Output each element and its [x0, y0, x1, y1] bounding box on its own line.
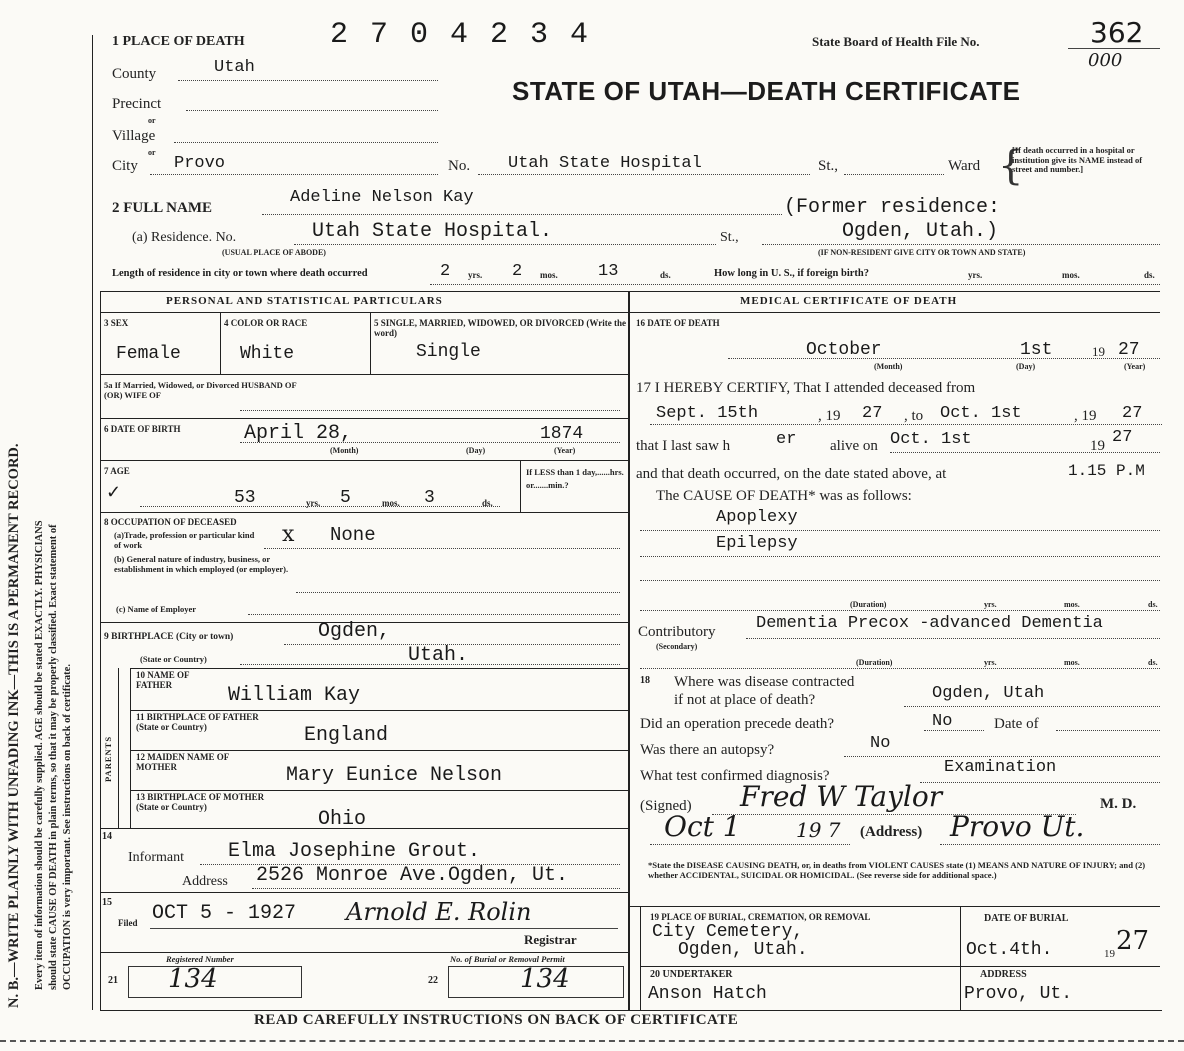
occupation-value: None	[330, 524, 376, 546]
attended-from-year: 27	[862, 404, 883, 423]
undertaker-address: Provo, Ut.	[964, 984, 1073, 1004]
length-yrs: 2	[440, 262, 451, 281]
burial-place-2: Ogden, Utah.	[678, 940, 808, 960]
employer-label: (c) Name of Employer	[116, 604, 197, 614]
attended-to-year: 27	[1122, 404, 1143, 423]
county-value: Utah	[214, 58, 255, 77]
autopsy-label: Was there an autopsy?	[640, 742, 775, 758]
md-label: M. D.	[1100, 796, 1137, 812]
informant-label: Informant	[128, 850, 184, 865]
autopsy-answer: No	[870, 734, 891, 753]
age-days: 3	[424, 488, 435, 508]
nonresident-note: (IF NON-RESIDENT GIVE CITY OR TOWN AND STATE)	[818, 248, 1026, 257]
age-check-mark: ✓	[106, 482, 122, 503]
city-label: City	[112, 158, 138, 174]
center-divider	[628, 291, 630, 1011]
length-of-residence-label: Length of residence in city or town where death occurred	[112, 268, 368, 279]
precinct-label: Precinct	[112, 96, 162, 112]
father-birthplace-label: 11 BIRTHPLACE OF FATHER (State or Country)	[136, 712, 259, 732]
section-divider-top	[100, 291, 1160, 292]
operation-answer: No	[932, 712, 953, 731]
occupation-b-label: (b) General nature of industry, business, or establishment in which employed (or employer).	[114, 554, 289, 574]
spouse-label: 5a If Married, Widowed, or Divorced HUSBAND OF (OR) WIFE OF	[104, 380, 297, 400]
age-label: 7 AGE	[104, 466, 130, 476]
length-ds: 13	[598, 262, 619, 281]
informant-name: Elma Josephine Grout.	[228, 840, 481, 863]
file-number: 362	[1090, 16, 1144, 49]
street-no-label: No.	[448, 158, 471, 174]
marital-value: Single	[416, 342, 481, 362]
certify-label: 17 I HEREBY CERTIFY, That I attended deceased from	[636, 380, 976, 396]
last-saw-pronoun: er	[776, 430, 797, 449]
bottom-frame-line	[100, 1010, 1162, 1011]
last-saw-label: that I last saw h	[636, 438, 731, 454]
contributory-cause: Dementia Precox -advanced Dementia	[756, 614, 1103, 633]
occupation-a-label: (a)Trade, profession or particular kind of work	[114, 530, 255, 550]
left-table-line	[100, 291, 101, 1011]
margin-note-line2: Every item of information should be carefully supplied. AGE should be stated EXACTLY. PHYSICIANS	[34, 520, 45, 990]
margin-note-permanent-record: N. B.—WRITE PLAINLY WITH UNFADING INK—THIS IS A PERMANENT RECORD.	[6, 443, 22, 1008]
full-name-label: 2 FULL NAME	[112, 200, 213, 216]
former-residence: (Former residence:	[784, 196, 1001, 219]
medical-section-title: MEDICAL CERTIFICATE OF DEATH	[740, 295, 958, 307]
color-label: 4 COLOR OR RACE	[224, 318, 308, 328]
footer-instructions: READ CAREFULLY INSTRUCTIONS ON BACK OF CERTIFICATE	[254, 1012, 739, 1028]
dob-label: 6 DATE OF BIRTH	[104, 424, 181, 434]
certificate-title: STATE OF UTAH—DEATH CERTIFICATE	[512, 76, 1021, 106]
city-value: Provo	[174, 154, 226, 173]
death-occurred-label: and that death occurred, on the date stated above, at	[636, 466, 947, 482]
occupation-mark: x	[282, 522, 295, 547]
attended-to: Oct. 1st	[940, 404, 1022, 423]
file-no-label: State Board of Health File No.	[812, 34, 980, 49]
color-value: White	[240, 344, 295, 364]
signed-label: (Signed)	[640, 798, 692, 814]
signature-year: 19 7	[796, 818, 841, 842]
state-or-country-label: (State or Country)	[140, 654, 207, 664]
cause-of-death-1: Apoplexy	[716, 508, 798, 527]
sex-label: 3 SEX	[104, 318, 129, 328]
occupation-label: 8 OCCUPATION OF DECEASED	[104, 517, 237, 527]
village-label: Village	[112, 128, 156, 144]
burial-place-1: City Cemetery,	[652, 922, 804, 942]
burial-place-label: 19 PLACE OF BURIAL, CREMATION, OR REMOVAL	[650, 912, 871, 922]
cause-of-death-2: Epilepsy	[716, 534, 798, 553]
residence-city: Ogden, Utah.)	[842, 220, 999, 243]
sex-value: Female	[116, 344, 181, 364]
contracted-label: Where was disease contracted	[674, 674, 855, 690]
margin-note-line4: OCCUPATION is very important. See instructions on back of certificate.	[62, 664, 73, 990]
street-label: St.,	[818, 158, 839, 174]
undertaker-address-label: ADDRESS	[980, 969, 1027, 980]
undertaker-name: Anson Hatch	[648, 984, 767, 1004]
registrar-signature: Arnold E. Rolin	[346, 898, 532, 926]
test-label: What test confirmed diagnosis?	[640, 768, 830, 784]
contracted-place: Ogden, Utah	[932, 684, 1045, 703]
mother-birthplace-label: 13 BIRTHPLACE OF MOTHER (State or Country)	[136, 792, 265, 812]
parents-label: PARENTS	[103, 735, 113, 782]
operation-label: Did an operation precede death?	[640, 716, 835, 732]
contributory-label: Contributory	[638, 624, 716, 640]
test-answer: Examination	[944, 758, 1057, 777]
date-of-death-label: 16 DATE OF DEATH	[636, 318, 720, 328]
ward-note: [If death occurred in a hospital or institution give its NAME instead of street and number.]	[1012, 145, 1143, 174]
father-birthplace: England	[304, 724, 389, 747]
informant-address: 2526 Monroe Ave.Ogden, Ut.	[256, 864, 569, 887]
full-name-value: Adeline Nelson Kay	[290, 188, 474, 207]
time-of-death: 1.15 P.M	[1068, 462, 1145, 480]
registered-number: 134	[168, 964, 218, 994]
mother-name: Mary Eunice Nelson	[286, 764, 503, 787]
how-long-in-us-label: How long in U. S., if foreign birth?	[714, 268, 869, 279]
street-no-value: Utah State Hospital	[508, 154, 702, 173]
cause-footnote: *State the DISEASE CAUSING DEATH, or, in deaths from VIOLENT CAUSES state (1) MEANS AND NATURE OF INJURY; and (2) whether ACCIDENTAL, SUICIDAL OR HOMICIDAL. (See reverse side for additional space.)	[648, 860, 1146, 880]
place-of-death-label: 1 PLACE OF DEATH	[112, 34, 245, 49]
residence-st-label: St.,	[720, 230, 739, 245]
personal-section-title: PERSONAL AND STATISTICAL PARTICULARS	[166, 295, 443, 307]
alive-on-year: 27	[1112, 428, 1133, 447]
registered-number-label: Registered Number	[166, 954, 234, 964]
serial-number: 2 7 0 4 2 3 4	[330, 18, 591, 52]
alive-on-date: Oct. 1st	[890, 430, 972, 449]
length-mos: 2	[512, 262, 523, 281]
burial-permit-label: No. of Burial or Removal Permit	[450, 954, 565, 964]
informant-address-label: Address	[182, 874, 228, 889]
ward-label: Ward	[948, 158, 981, 174]
death-year: 27	[1118, 340, 1140, 360]
undertaker-label: 20 UNDERTAKER	[650, 969, 733, 980]
dob-year: 1874	[540, 424, 584, 444]
signature-date: Oct 1	[664, 810, 741, 843]
age-months: 5	[340, 488, 351, 508]
burial-date-label: DATE OF BURIAL	[984, 913, 1069, 924]
usual-place-note: (USUAL PLACE OF ABODE)	[222, 248, 326, 257]
death-day: 1st	[1020, 340, 1053, 360]
dob-month-day: April 28,	[244, 422, 353, 445]
age-years: 53	[234, 488, 256, 508]
death-month: October	[806, 340, 882, 360]
attended-from: Sept. 15th	[656, 404, 759, 423]
margin-note-line3: should state CAUSE OF DEATH in plain terms, so that it may be properly classified. Exact statement of	[48, 524, 59, 990]
marital-label: 5 SINGLE, MARRIED, WIDOWED, OR DIVORCED (Write the word)	[374, 318, 626, 338]
residence-value: Utah State Hospital.	[312, 220, 553, 243]
burial-year: 27	[1116, 926, 1150, 956]
registrar-label: Registrar	[524, 932, 577, 947]
less-than-day-label: If LESS than 1 day,......hrs. or.......min.?	[526, 467, 624, 490]
cause-of-death-label: The CAUSE OF DEATH* was as follows:	[656, 488, 912, 504]
physician-signature: Fred W Taylor	[740, 780, 943, 813]
mother-birthplace: Ohio	[318, 808, 367, 831]
filed-label: Filed	[118, 918, 138, 928]
left-frame-line	[92, 35, 93, 1010]
file-number-sub: 000	[1088, 50, 1123, 71]
physician-address: Provo Ut.	[950, 810, 1085, 843]
birthplace-city: Ogden,	[318, 620, 391, 643]
burial-permit-number: 134	[520, 964, 570, 994]
birthplace-label: 9 BIRTHPLACE (City or town)	[104, 632, 234, 642]
physician-address-label: (Address)	[860, 824, 923, 840]
mother-label: 12 MAIDEN NAME OF MOTHER	[136, 752, 229, 772]
residence-label: (a) Residence. No.	[132, 230, 237, 245]
county-label: County	[112, 66, 157, 82]
father-label: 10 NAME OF FATHER	[136, 670, 190, 690]
father-name: William Kay	[228, 684, 361, 707]
burial-date: Oct.4th.	[966, 940, 1053, 960]
filed-date: OCT 5 - 1927	[152, 902, 297, 925]
birthplace-state: Utah.	[408, 644, 469, 667]
tear-line	[0, 1040, 1184, 1042]
